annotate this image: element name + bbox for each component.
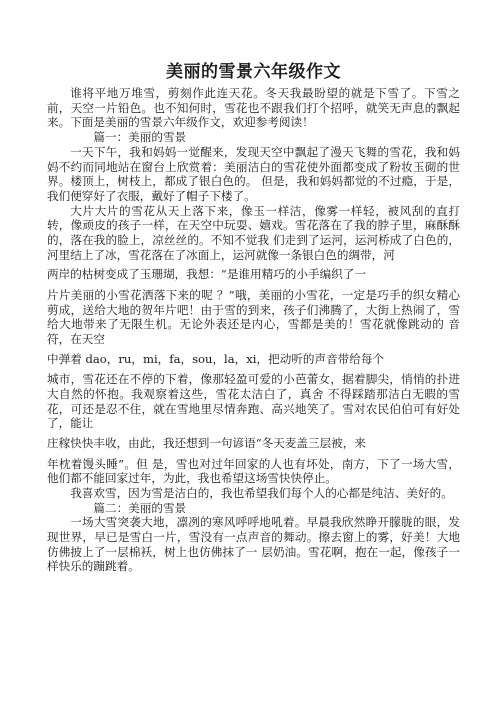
body-paragraph: 我喜欢雪，因为雪是洁白的，我也希望我们每个人的心都是纯洁、美好的。 <box>70 485 453 500</box>
body-paragraph: 片片美丽的小雪花洒落下来的呢 ？”哦，美丽的小雪花，一定是巧手的织女精心剪成，送给大地的贺年片吧！由于雪的到来，孩子们沸腾了，大街上热闹了，雪给大地带来了无限生机。无论外表还是内心，雪都是美的！雪花就像跳动的 音符，在天空 <box>47 287 460 347</box>
intro-paragraph: 谁将平地万堆雪，剪刻作此连天花。冬天我最盼望的就是下雪了。下雪之前，天空一片铅色。也不知何时，雪花也不跟我们打个招呼，就笑无声息的飘起来。下面是美丽的雪景六年级作文，欢迎参考阅读！ <box>47 86 460 130</box>
body-line: 庄稼快快丰收，由此，我还想到一句谚语“冬天麦盖三层被，来 <box>47 436 366 451</box>
body-paragraph: 一场大雪突袭大地，凛冽的寒风呼呼地吼着。早晨我欣然睁开朦胧的眼，发现世界，早已是雪白一片，雪没有一点声音的舞动。擦去窗上的雾，好美！大地仿佛披上了一层棉袄，树上也仿佛抹了一 层奶油。雪花啊，抱在一起，像孩子一样快乐的蹦跳着。 <box>47 515 460 574</box>
body-paragraph: 一天下午，我和妈妈一觉醒来，发现天空中飘起了漫天飞舞的雪花，我和妈妈不约而同地站在窗台上欣赏着：美丽洁白的雪花使外面都变成了粉妆玉砌的世界。楼顶上，树枝上，都成了银白色的。 但是，我和妈妈都觉的不过瘾，于是，我们便穿好了衣服，戴好了帽子下楼了。 <box>47 144 460 203</box>
section-heading-1: 篇一：美丽的雪景 <box>93 130 187 145</box>
document-title: 美丽的雪景六年级作文 <box>166 62 341 82</box>
body-line: 两岸的枯树变成了玉珊瑚，我想：“是谁用精巧的小手编织了一 <box>47 267 366 282</box>
body-paragraph: 城市，雪花还在不停的下着，像那轻盈可爱的小芭蕾女，据着脚尖，悄悄的扑进大自然的怀抱。我观察着这些，雪花太洁白了，真舍 不得踩踏那洁白无暇的雪花，可还是忍不住，就在雪地里尽情奔跑、高兴地笑了。雪对农民伯伯可有好处了，能让 <box>47 372 460 431</box>
body-paragraph: 大片大片的雪花从天上落下来，像玉一样洁，像雾一样轻，被风刮的直打转，像顽皮的孩子一样，在天空中玩耍、嬉戏。雪花落在了我的脖子里，麻酥酥的，落在我的脸上，凉丝丝的。不知不觉我 们走到了运河，运河桥成了白色的，河里结上了冰，雪花落在了冰面上，运河就像一条银白色的绸带，河 <box>47 203 460 262</box>
body-paragraph: 年枕着馒头睡”。但 是，雪也对过年回家的人也有坏处，南方，下了一场大雪，他们都不能回家过年，为此，我也希望这场雪快快停止。 <box>47 456 460 486</box>
section-heading-2: 篇二：美丽的雪景 <box>93 500 187 515</box>
body-line: 中弹着 dao，ru，mi，fa，sou，la，xi，把动听的声音带给每个 <box>47 351 385 366</box>
